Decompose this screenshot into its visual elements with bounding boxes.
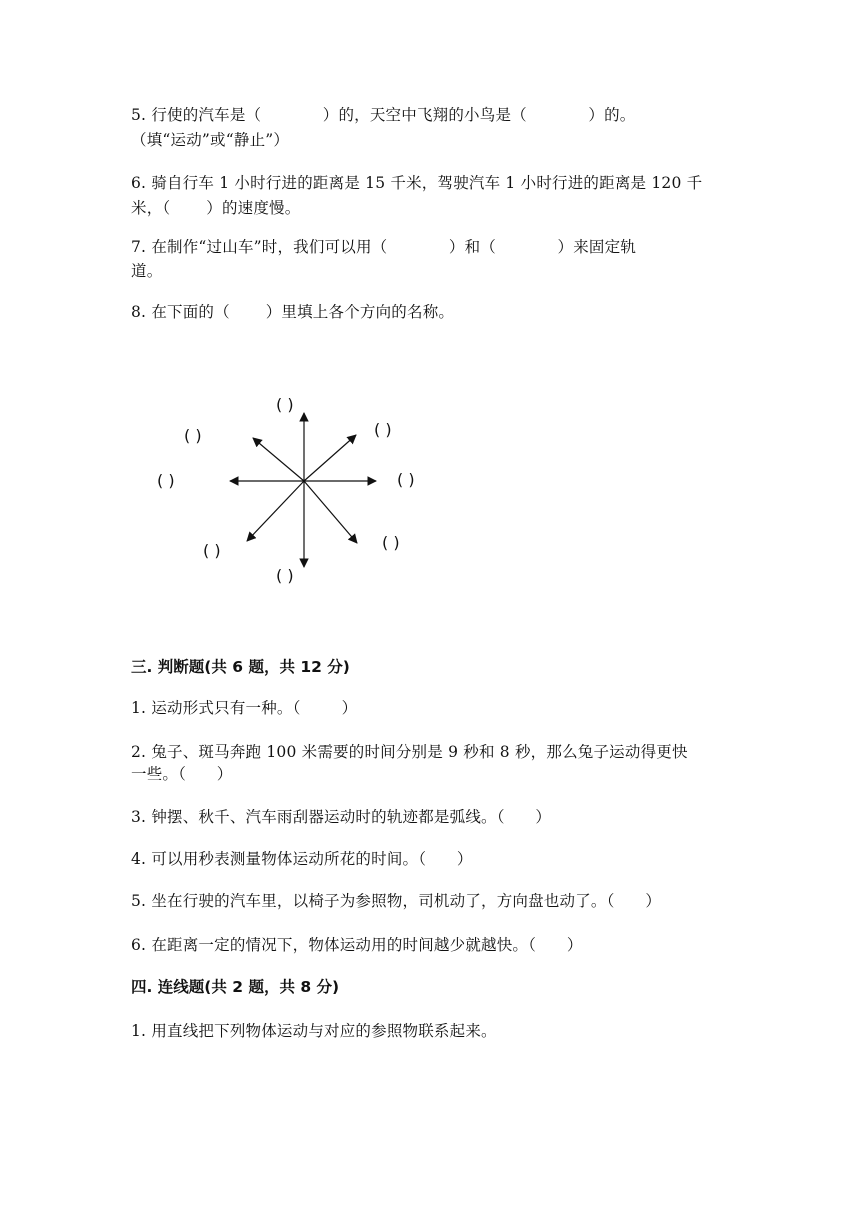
section4-title: 四. 连线题(共 2 题，共 8 分)	[131, 978, 340, 996]
compass-diagram	[150, 385, 480, 590]
blank-west: ( )	[157, 471, 175, 490]
s4-item-1: 1. 用直线把下列物体运动与对应的参照物联系起来。	[131, 1022, 497, 1040]
blank-southwest: ( )	[203, 541, 221, 560]
section3-title: 三. 判断题(共 6 题，共 12 分)	[131, 658, 350, 676]
s3-item-3: 3. 钟摆、秋千、汽车雨刮器运动时的轨迹都是弧线。（ ）	[131, 808, 552, 826]
blank-south: ( )	[276, 566, 294, 585]
arrow-northeast	[304, 435, 356, 481]
blank-northeast: ( )	[374, 420, 392, 439]
s3-item-5: 5. 坐在行驶的汽车里，以椅子为参照物，司机动了，方向盘也动了。（ ）	[131, 892, 662, 910]
s3-item-1: 1. 运动形式只有一种。（ ）	[131, 699, 358, 717]
blank-northwest: ( )	[184, 426, 202, 445]
blank-north: ( )	[276, 395, 294, 414]
q8-line1: 8. 在下面的（ ）里填上各个方向的名称。	[131, 303, 455, 321]
blank-southeast: ( )	[382, 533, 400, 552]
q5-line2: （填“运动”或“静止”）	[131, 131, 290, 149]
s3-item-2-line2: 一些。（ ）	[131, 765, 233, 783]
arrow-southeast	[304, 481, 357, 543]
q7-line2: 道。	[131, 262, 163, 280]
q7-line1: 7. 在制作“过山车”时，我们可以用（ ）和（ ）来固定轨	[131, 238, 637, 256]
arrow-northwest	[253, 438, 304, 481]
q6-line2: 米，（ ）的速度慢。	[131, 199, 301, 217]
s3-item-4: 4. 可以用秒表测量物体运动所花的时间。（ ）	[131, 850, 473, 868]
arrow-southwest	[247, 481, 304, 541]
s3-item-6: 6. 在距离一定的情况下，物体运动用的时间越少就越快。（ ）	[131, 936, 583, 954]
q6-line1: 6. 骑自行车 1 小时行进的距离是 15 千米，驾驶汽车 1 小时行进的距离是 120 千	[131, 174, 703, 192]
blank-east: ( )	[397, 470, 415, 489]
s3-item-2-line1: 2. 兔子、斑马奔跑 100 米需要的时间分别是 9 秒和 8 秒，那么兔子运动得更快	[131, 743, 688, 761]
q5-line1: 5. 行使的汽车是（ ）的，天空中飞翔的小鸟是（ ）的。	[131, 106, 636, 124]
